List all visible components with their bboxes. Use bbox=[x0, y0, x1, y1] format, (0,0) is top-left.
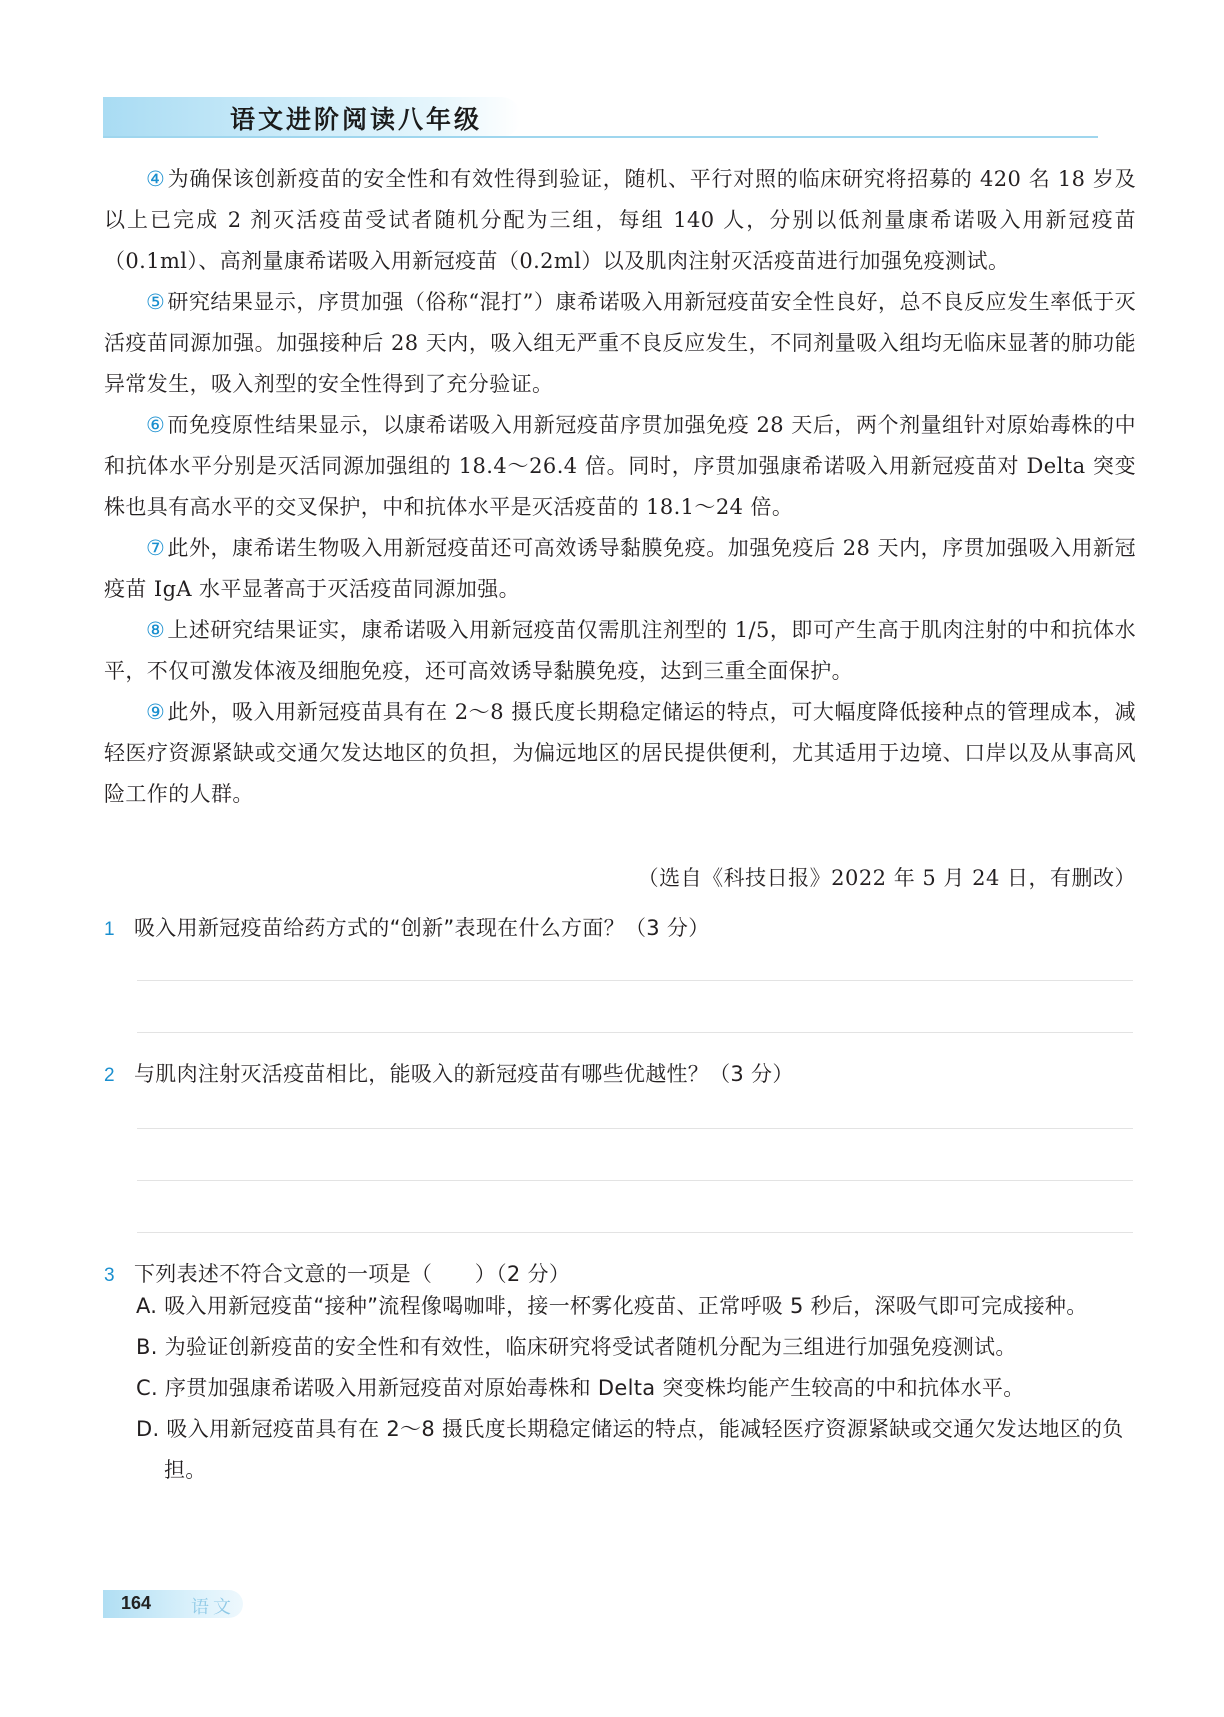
question-text: 下列表述不符合文意的一项是（ ）（2 分） bbox=[134, 1262, 571, 1286]
question-1 bbox=[104, 912, 710, 942]
paragraph-number: ⑨ bbox=[146, 700, 166, 724]
paragraph-number: ⑦ bbox=[146, 536, 166, 560]
answer-line[interactable] bbox=[137, 1180, 1133, 1181]
question-text: 与肌肉注射灭活疫苗相比，能吸入的新冠疫苗有哪些优越性？（3 分） bbox=[134, 1062, 794, 1086]
question-2 bbox=[104, 1058, 794, 1088]
page-footer bbox=[103, 1590, 243, 1618]
book-title: 语文进阶阅读八年级 bbox=[230, 105, 483, 134]
article-body bbox=[104, 159, 1136, 815]
paragraph-number: ⑥ bbox=[146, 413, 166, 437]
paragraph-text: 研究结果显示，序贯加强（俗称“混打”）康希诺吸入用新冠疫苗安全性良好，总不良反应发生率低于灭活疫苗同源加强。加强接种后 28 天内，吸入组无严重不良反应发生，不同剂量吸入组均无临床显著的肺功能异常发生，吸入剂型的安全性得到了充分验证。 bbox=[104, 290, 1136, 396]
answer-line[interactable] bbox=[137, 980, 1133, 981]
footer-subject: 语文 bbox=[191, 1597, 235, 1618]
paragraph-text: 上述研究结果证实，康希诺吸入用新冠疫苗仅需肌注剂型的 1/5，即可产生高于肌肉注射的中和抗体水平，不仅可激发体液及细胞免疫，还可高效诱导黏膜免疫，达到三重全面保护。 bbox=[104, 618, 1136, 683]
option-c: C. 序贯加强康希诺吸入用新冠疫苗对原始毒株和 Delta 突变株均能产生较高的中和抗体水平。 bbox=[136, 1376, 1025, 1400]
page-number: 164 bbox=[121, 1593, 152, 1613]
paragraph-9 bbox=[104, 692, 1136, 815]
answer-line[interactable] bbox=[137, 1128, 1133, 1129]
source-citation: （选自《科技日报》2022 年 5 月 24 日，有删改） bbox=[637, 866, 1136, 890]
answer-line[interactable] bbox=[137, 1032, 1133, 1033]
paragraph-number: ⑤ bbox=[146, 290, 166, 314]
paragraph-7 bbox=[104, 528, 1136, 610]
paragraph-5 bbox=[104, 282, 1136, 405]
option-a: A. 吸入用新冠疫苗“接种”流程像喝咖啡，接一杯雾化疫苗、正常呼吸 5 秒后，深吸气即可完成接种。 bbox=[136, 1294, 1088, 1318]
paragraph-8 bbox=[104, 610, 1136, 692]
paragraph-text: 而免疫原性结果显示，以康希诺吸入用新冠疫苗序贯加强免疫 28 天后，两个剂量组针对原始毒株的中和抗体水平分别是灭活同源加强组的 18.4～26.4 倍。同时，序贯加强康希诺吸入用新冠疫苗对 Delta 突变株也具有高水平的交叉保护，中和抗体水平是灭活疫苗的 18.1～24 倍。 bbox=[104, 413, 1136, 519]
paragraph-4 bbox=[104, 159, 1136, 282]
paragraph-number: ④ bbox=[146, 167, 166, 191]
paragraph-text: 此外，康希诺生物吸入用新冠疫苗还可高效诱导黏膜免疫。加强免疫后 28 天内，序贯加强吸入用新冠疫苗 IgA 水平显著高于灭活疫苗同源加强。 bbox=[104, 536, 1136, 601]
answer-line[interactable] bbox=[137, 1232, 1133, 1233]
question-text: 吸入用新冠疫苗给药方式的“创新”表现在什么方面？（3 分） bbox=[134, 916, 710, 940]
paragraph-text: 为确保该创新疫苗的安全性和有效性得到验证，随机、平行对照的临床研究将招募的 420 名 18 岁及以上已完成 2 剂灭活疫苗受试者随机分配为三组，每组 140 人，分别以低剂量康希诺吸入用新冠疫苗（0.1ml）、高剂量康希诺吸入用新冠疫苗（0.2ml）以及肌肉注射灭活疫苗进行加强免疫测试。 bbox=[104, 167, 1136, 273]
page-header bbox=[103, 97, 1098, 139]
option-d: D. 吸入用新冠疫苗具有在 2～8 摄氏度长期稳定储运的特点，能减轻医疗资源紧缺或交通欠发达地区的负担。 bbox=[136, 1417, 1124, 1482]
question-number: 3 bbox=[104, 1265, 115, 1286]
question-number: 1 bbox=[104, 919, 115, 940]
answer-options bbox=[136, 1286, 1136, 1491]
option-b: B. 为验证创新疫苗的安全性和有效性，临床研究将受试者随机分配为三组进行加强免疫测试。 bbox=[136, 1335, 1017, 1359]
paragraph-number: ⑧ bbox=[146, 618, 166, 642]
paragraph-text: 此外，吸入用新冠疫苗具有在 2～8 摄氏度长期稳定储运的特点，可大幅度降低接种点的管理成本，减轻医疗资源紧缺或交通欠发达地区的负担，为偏远地区的居民提供便利，尤其适用于边境、口岸以及从事高风险工作的人群。 bbox=[104, 700, 1136, 806]
header-rule bbox=[103, 136, 1098, 138]
question-3 bbox=[104, 1258, 570, 1288]
question-number: 2 bbox=[104, 1065, 115, 1086]
paragraph-6 bbox=[104, 405, 1136, 528]
